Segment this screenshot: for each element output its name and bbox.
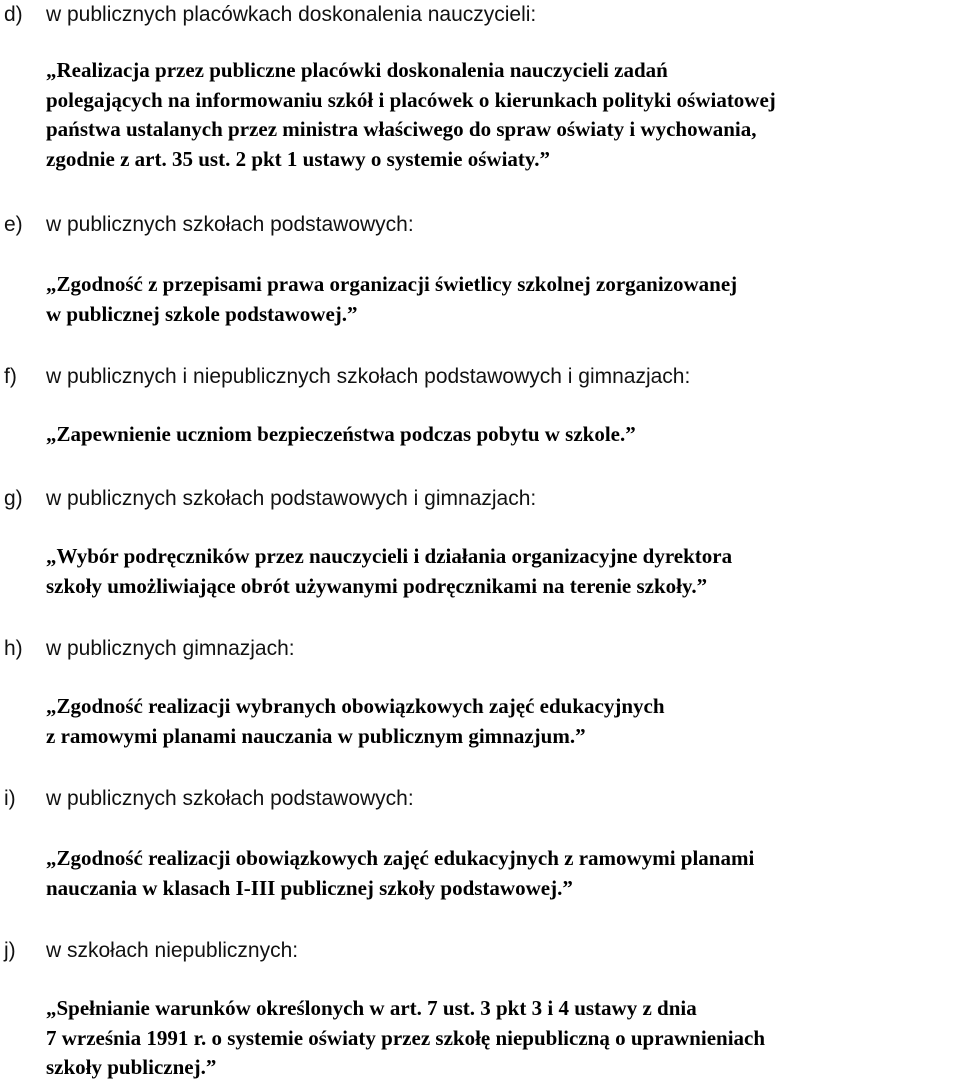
item-header: [4, 2, 536, 28]
item-letter: e): [4, 213, 23, 236]
item-body: „Wybór podręczników przez nauczycieli i działania organizacyjne dyrektora szkoły umożliwiające obrót używanymi podręcznikami na terenie szkoły.”: [46, 544, 733, 598]
item-header: [4, 786, 414, 812]
item-letter: f): [4, 365, 17, 388]
item-header-text: w publicznych i niepublicznych szkołach podstawowych i gimnazjach:: [46, 365, 691, 388]
item-header: [4, 636, 295, 662]
item-body: „Zgodność realizacji obowiązkowych zajęć edukacyjnych z ramowymi planami nauczania w klasach I-III publicznej szkoły podstawowej.”: [46, 846, 755, 900]
item-letter: d): [4, 3, 23, 26]
item-header-text: w publicznych gimnazjach:: [46, 637, 295, 660]
item-header-text: w szkołach niepublicznych:: [46, 939, 299, 962]
item-header: [4, 938, 298, 964]
item-header-text: w publicznych szkołach podstawowych:: [46, 787, 414, 810]
item-body: „Zgodność realizacji wybranych obowiązkowych zajęć edukacyjnych z ramowymi planami nauczania w publicznym gimnazjum.”: [46, 694, 665, 748]
item-header: [4, 486, 536, 512]
item-header-text: w publicznych szkołach podstawowych i gimnazjach:: [46, 487, 537, 510]
item-header-text: w publicznych placówkach doskonalenia nauczycieli:: [46, 3, 537, 26]
item-body: „Zapewnienie uczniom bezpieczeństwa podczas pobytu w szkole.”: [46, 422, 636, 446]
item-body: „Spełnianie warunków określonych w art. 7 ust. 3 pkt 3 i 4 ustawy z dnia 7 września 1991 r. o systemie oświaty przez szkołę niepubliczną o uprawnieniach szkoły publicznej.”: [46, 996, 766, 1079]
item-letter: g): [4, 487, 23, 510]
item-header-text: w publicznych szkołach podstawowych:: [46, 213, 414, 236]
item-header: [4, 212, 414, 238]
item-letter: h): [4, 637, 23, 660]
item-body: „Realizacja przez publiczne placówki doskonalenia nauczycieli zadań polegających na informowaniu szkół i placówek o kierunkach polityki oświatowej państwa ustalanych przez ministra właściwego do spraw oświaty i wychowania, zgodnie z art. 35 ust. 2 pkt 1 ustawy o systemie oświaty.”: [46, 58, 776, 171]
item-body: „Zgodność z przepisami prawa organizacji świetlicy szkolnej zorganizowanej w publicznej szkole podstawowej.”: [46, 272, 738, 326]
item-letter: i): [4, 787, 16, 810]
item-header: [4, 364, 690, 390]
item-letter: j): [4, 939, 16, 962]
